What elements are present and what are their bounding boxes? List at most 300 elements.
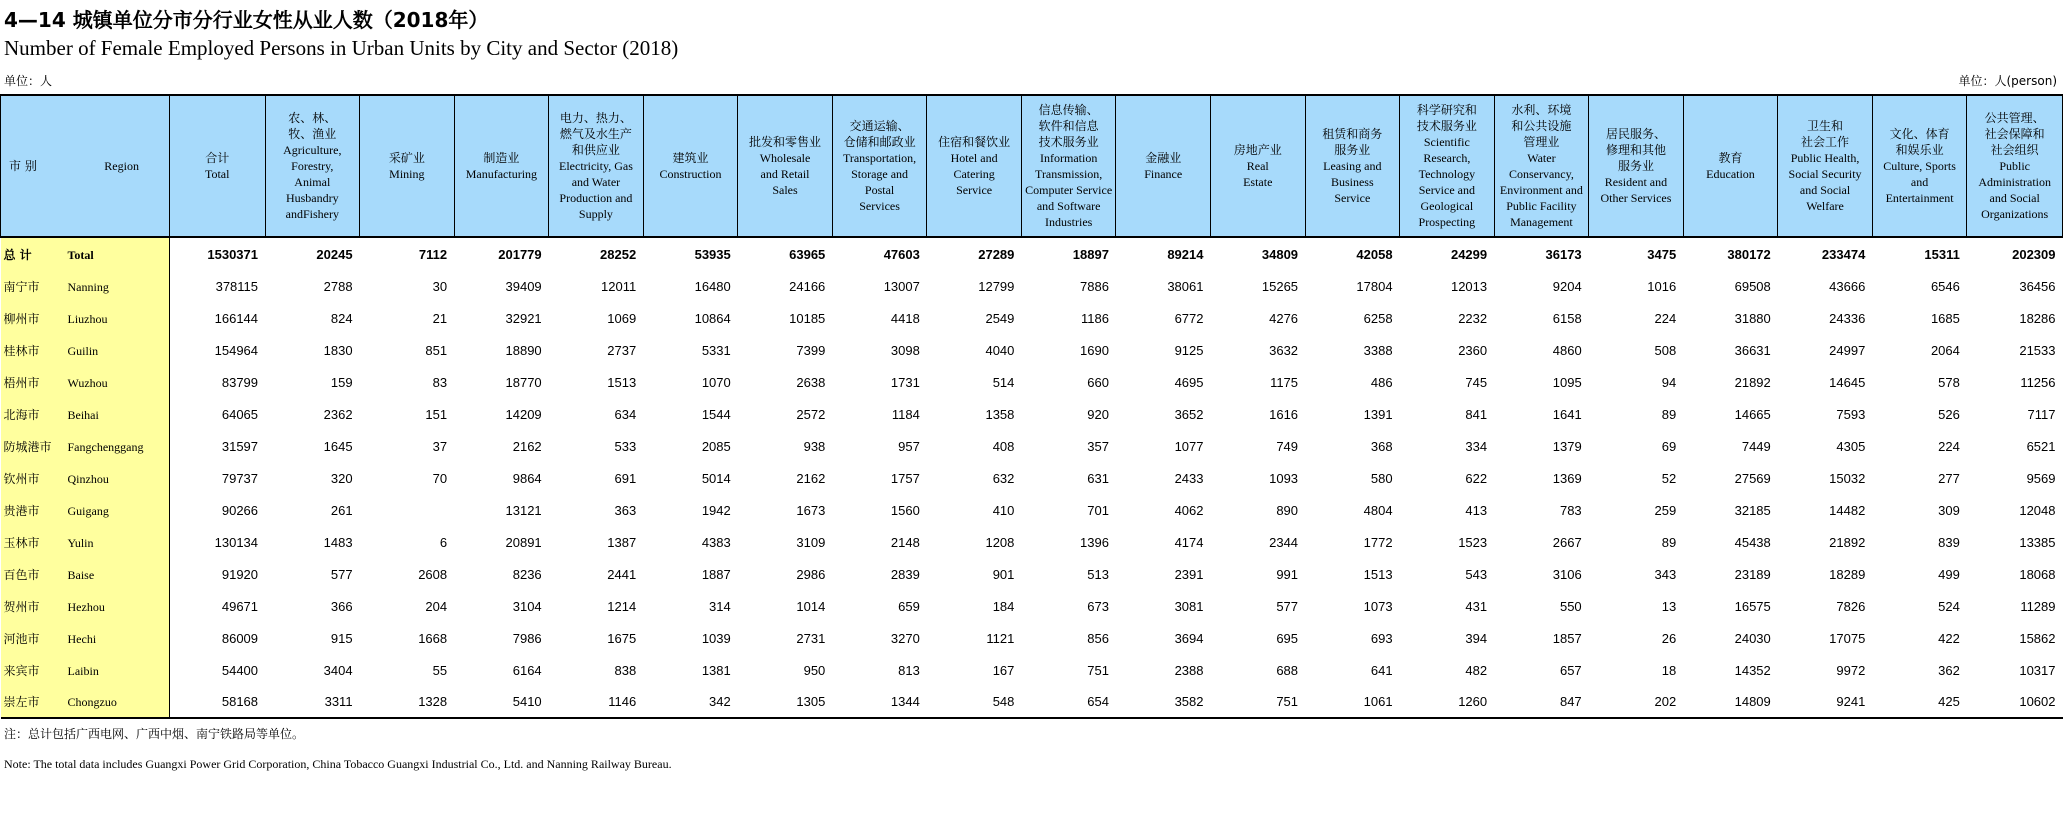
region-name-english: Fangchenggang xyxy=(67,439,144,454)
column-header-chinese: 科学研究和 技术服务业 xyxy=(1416,103,1477,133)
value-cell: 342 xyxy=(643,686,738,718)
value-cell: 45438 xyxy=(1734,534,1771,550)
value-cell: 533 xyxy=(614,438,637,454)
value-cell: 4383 xyxy=(701,534,731,550)
column-header-chinese: 交通运输、 仓储和邮政业 xyxy=(843,119,916,149)
region-cell xyxy=(1,686,170,718)
value-cell: 202 xyxy=(1589,686,1684,718)
value-cell: 90266 xyxy=(221,502,259,518)
table-row xyxy=(1,494,2063,526)
value-cell: 7826 xyxy=(1836,598,1866,614)
value-cell: 26 xyxy=(1661,630,1677,646)
value-cell: 18289 xyxy=(1829,566,1866,582)
table-row-total xyxy=(1,237,2063,270)
value-cell: 362 xyxy=(1938,662,1960,678)
value-cell: 1731 xyxy=(890,374,920,390)
value-cell: 841 xyxy=(1465,406,1488,422)
value-cell: 1214 xyxy=(607,598,637,614)
value-cell: 641 xyxy=(1370,662,1393,678)
column-header-10 xyxy=(1021,95,1116,237)
value-cell: 6521 xyxy=(2026,438,2056,454)
column-header-14 xyxy=(1400,95,1495,237)
region-name-english: Liuzhou xyxy=(67,311,108,326)
value-cell: 4804 xyxy=(1363,502,1393,518)
value-cell: 2433 xyxy=(1174,470,1204,486)
value-cell: 3311 xyxy=(265,686,360,718)
value-cell: 1513 xyxy=(1363,566,1393,582)
value-cell: 20891 xyxy=(505,534,542,550)
value-cell: 79737 xyxy=(221,470,259,486)
table-row xyxy=(1,558,2063,590)
value-cell: 309 xyxy=(1938,502,1960,518)
value-cell: 1757 xyxy=(890,470,920,486)
footnote-english: Note: The total data includes Guangxi Power Grid Corporation, China Tobacco Guangxi Industrial Co., Ltd. and Nanning Railway Bureau. xyxy=(4,757,672,771)
value-cell: 24299 xyxy=(1450,246,1488,262)
value-cell: 14665 xyxy=(1734,406,1771,422)
region-name-english: Nanning xyxy=(67,279,109,294)
value-cell: 1381 xyxy=(701,662,731,678)
column-header-english: Scientific Research, Technology Service and Geological Prospecting xyxy=(1418,135,1476,229)
value-cell: 55 xyxy=(432,662,448,678)
value-cell: 1396 xyxy=(1080,534,1109,550)
value-cell: 1685 xyxy=(1930,310,1960,326)
region-cell xyxy=(1,366,170,398)
value-cell: 745 xyxy=(1465,374,1488,390)
column-header-english: Wholesale and Retail Sales xyxy=(759,151,811,197)
region-cell xyxy=(1,430,170,462)
value-cell: 1093 xyxy=(1269,470,1299,486)
value-cell: 1260 xyxy=(1400,686,1495,718)
value-cell: 27569 xyxy=(1734,470,1771,486)
value-cell: 693 xyxy=(1370,630,1393,646)
table-row xyxy=(1,590,2063,622)
column-header-chinese: 批发和零售业 xyxy=(749,135,822,149)
value-cell: 30 xyxy=(432,278,448,294)
page-title-english: Number of Female Employed Persons in Urban Units by City and Sector (2018) xyxy=(4,36,679,60)
value-cell: 856 xyxy=(1087,630,1109,646)
value-cell: 94 xyxy=(1661,374,1677,390)
column-header-5 xyxy=(549,95,644,237)
column-header-english: Resident and Other Services xyxy=(1600,175,1672,205)
column-header-3 xyxy=(360,95,455,237)
table-row xyxy=(1,622,2063,654)
column-header-1 xyxy=(169,95,265,237)
value-cell: 10317 xyxy=(2019,662,2056,678)
region-name-english: Yulin xyxy=(67,535,94,550)
value-cell: 548 xyxy=(927,686,1022,718)
value-cell: 3404 xyxy=(323,662,353,678)
region-cell xyxy=(1,334,170,366)
value-cell: 890 xyxy=(1276,502,1299,518)
value-cell: 6 xyxy=(439,534,448,550)
column-header-12 xyxy=(1210,95,1305,237)
value-cell: 167 xyxy=(992,662,1015,678)
value-cell: 915 xyxy=(330,630,353,646)
region-name-english: Guigang xyxy=(67,503,109,518)
value-cell: 13 xyxy=(1661,598,1677,614)
value-cell: 11256 xyxy=(2020,374,2056,390)
column-header-chinese: 农、林、 牧、渔业 xyxy=(288,111,337,141)
value-cell: 3475 xyxy=(1647,246,1677,262)
region-name-chinese: 崇左市 xyxy=(3,695,40,709)
value-cell: 12799 xyxy=(978,278,1015,294)
value-cell: 261 xyxy=(330,502,353,518)
value-cell: 1077 xyxy=(1174,438,1204,454)
column-header-chinese: 合计 xyxy=(205,151,230,165)
value-cell: 18770 xyxy=(505,374,542,390)
value-cell: 1175 xyxy=(1270,374,1299,390)
value-cell: 366 xyxy=(330,598,353,614)
value-cell: 5331 xyxy=(701,342,731,358)
column-header-chinese: 制造业 xyxy=(483,151,520,165)
value-cell: 1073 xyxy=(1363,598,1393,614)
region-name-english: Hezhou xyxy=(67,599,105,614)
column-header-english: Hotel and Catering Service xyxy=(950,151,998,197)
value-cell: 3081 xyxy=(1174,598,1204,614)
value-cell: 4860 xyxy=(1552,342,1582,358)
value-cell: 86009 xyxy=(221,630,259,646)
value-cell: 21892 xyxy=(1829,534,1866,550)
column-header-chinese: 房地产业 xyxy=(1233,143,1282,157)
region-cell xyxy=(1,526,170,558)
value-cell: 631 xyxy=(1087,470,1109,486)
value-cell: 13385 xyxy=(2019,534,2056,550)
value-cell: 39409 xyxy=(505,278,542,294)
column-header-17 xyxy=(1683,95,1778,237)
value-cell: 1328 xyxy=(360,686,455,718)
value-cell: 4276 xyxy=(1269,310,1299,326)
region-name-chinese: 梧州市 xyxy=(3,375,40,390)
value-cell: 513 xyxy=(1087,566,1109,582)
region-name-chinese: 柳州市 xyxy=(3,311,40,326)
value-cell: 2162 xyxy=(512,438,542,454)
region-name-english: Total xyxy=(67,247,94,262)
value-cell: 14352 xyxy=(1734,662,1771,678)
value-cell: 408 xyxy=(992,438,1015,454)
value-cell: 1942 xyxy=(701,502,731,518)
region-cell xyxy=(1,494,170,526)
region-name-english: Baise xyxy=(67,567,95,582)
region-name-english: Guilin xyxy=(67,343,99,358)
value-cell: 42058 xyxy=(1356,246,1393,262)
value-cell: 8236 xyxy=(512,566,542,582)
value-cell: 36631 xyxy=(1734,342,1771,358)
value-cell: 4418 xyxy=(890,310,920,326)
column-header-english: Mining xyxy=(389,167,425,181)
value-cell: 813 xyxy=(898,662,920,678)
value-cell: 1483 xyxy=(323,534,353,550)
column-header-chinese: 租赁和商务 服务业 xyxy=(1322,127,1383,157)
column-header-english: Education xyxy=(1706,167,1755,181)
value-cell: 3582 xyxy=(1116,686,1211,718)
column-header-english: Real Estate xyxy=(1243,159,1273,189)
table-body xyxy=(1,237,2063,718)
value-cell: 15265 xyxy=(1261,278,1299,294)
value-cell: 6164 xyxy=(512,662,542,678)
column-header-7 xyxy=(738,95,833,237)
value-cell: 69508 xyxy=(1734,278,1771,294)
value-cell: 1369 xyxy=(1552,470,1582,486)
value-cell: 950 xyxy=(803,662,826,678)
column-header-chinese: 教育 xyxy=(1718,151,1743,165)
value-cell: 901 xyxy=(992,566,1015,582)
region-name-chinese: 防城港市 xyxy=(3,439,52,454)
value-cell: 580 xyxy=(1370,470,1393,486)
value-cell: 83799 xyxy=(221,374,259,390)
value-cell: 6158 xyxy=(1552,310,1582,326)
value-cell: 2441 xyxy=(607,566,637,582)
value-cell: 14645 xyxy=(1829,374,1866,390)
value-cell: 334 xyxy=(1465,438,1488,454)
table-row xyxy=(1,654,2063,686)
value-cell: 18890 xyxy=(505,342,542,358)
value-cell: 7886 xyxy=(1080,278,1109,294)
region-name-english: Qinzhou xyxy=(67,471,109,486)
column-header-chinese: 建筑业 xyxy=(672,151,709,165)
value-cell: 10185 xyxy=(789,310,826,326)
value-cell: 9241 xyxy=(1778,686,1873,718)
value-cell: 13007 xyxy=(883,278,920,294)
value-cell: 20245 xyxy=(316,246,353,262)
region-header-english: Region xyxy=(104,159,139,173)
value-cell: 2388 xyxy=(1174,662,1204,678)
value-cell: 15311 xyxy=(1924,246,1960,262)
value-cell: 277 xyxy=(1938,470,1960,486)
value-cell: 1530371 xyxy=(207,246,259,262)
value-cell: 2788 xyxy=(323,278,353,294)
value-cell: 550 xyxy=(1559,598,1582,614)
value-cell: 24030 xyxy=(1734,630,1771,646)
column-header-13 xyxy=(1305,95,1400,237)
value-cell: 5014 xyxy=(701,470,731,486)
value-cell: 27289 xyxy=(978,246,1015,262)
value-cell: 577 xyxy=(1276,598,1299,614)
value-cell: 422 xyxy=(1938,630,1960,646)
value-cell: 2549 xyxy=(985,310,1015,326)
value-cell: 1560 xyxy=(890,502,920,518)
value-cell: 1690 xyxy=(1080,342,1109,358)
value-cell: 2064 xyxy=(1930,342,1960,358)
column-header-chinese: 住宿和餐饮业 xyxy=(938,135,1011,149)
value-cell: 3109 xyxy=(796,534,826,550)
value-cell: 6546 xyxy=(1930,278,1960,294)
value-cell: 28252 xyxy=(600,246,637,262)
value-cell: 9864 xyxy=(512,470,542,486)
value-cell: 2572 xyxy=(796,406,826,422)
value-cell: 3106 xyxy=(1552,566,1582,582)
value-cell: 486 xyxy=(1370,374,1393,390)
region-cell xyxy=(1,462,170,494)
value-cell: 688 xyxy=(1276,662,1299,678)
value-cell: 15862 xyxy=(2019,630,2056,646)
column-header-english: Public Administration and Social Organizations xyxy=(1978,159,2052,221)
value-cell: 9972 xyxy=(1836,662,1866,678)
value-cell: 1186 xyxy=(1080,310,1109,326)
value-cell: 89 xyxy=(1661,406,1677,422)
value-cell: 1673 xyxy=(796,502,826,518)
value-cell: 632 xyxy=(992,470,1015,486)
region-name-english: Wuzhou xyxy=(67,375,108,390)
footnote-chinese: 注：总计包括广西电网、广西中烟、南宁铁路局等单位。 xyxy=(4,727,305,741)
value-cell: 14809 xyxy=(1683,686,1778,718)
value-cell: 3270 xyxy=(890,630,920,646)
value-cell: 13121 xyxy=(505,502,542,518)
value-cell: 577 xyxy=(330,566,353,582)
value-cell: 363 xyxy=(614,502,637,518)
value-cell: 53935 xyxy=(694,246,731,262)
column-header-19 xyxy=(1872,95,1967,237)
value-cell: 16480 xyxy=(694,278,731,294)
value-cell: 154964 xyxy=(214,342,259,358)
value-cell: 21 xyxy=(432,310,448,326)
value-cell: 18897 xyxy=(1072,246,1109,262)
value-cell: 1675 xyxy=(607,630,637,646)
column-header-chinese: 公共管理、 社会保障和 社会组织 xyxy=(1984,111,2045,157)
value-cell: 659 xyxy=(898,598,920,614)
region-name-chinese: 玉林市 xyxy=(3,535,40,550)
region-name-english: Laibin xyxy=(67,663,99,678)
value-cell: 673 xyxy=(1087,598,1109,614)
value-cell: 394 xyxy=(1465,630,1488,646)
value-cell: 514 xyxy=(992,374,1015,390)
region-name-chinese: 百色市 xyxy=(3,567,40,582)
column-header-english: Culture, Sports and Entertainment xyxy=(1883,159,1956,205)
table-row xyxy=(1,366,2063,398)
value-cell: 10602 xyxy=(1967,686,2063,718)
value-cell: 2232 xyxy=(1458,310,1488,326)
column-header-chinese: 居民服务、 修理和其他 服务业 xyxy=(1605,127,1666,173)
value-cell: 3652 xyxy=(1174,406,1204,422)
value-cell: 839 xyxy=(1938,534,1960,550)
value-cell: 1830 xyxy=(323,342,353,358)
column-header-english: Information Transmission, Computer Service and Software Industries xyxy=(1025,151,1113,229)
table-row xyxy=(1,270,2063,302)
value-cell: 1668 xyxy=(418,630,448,646)
region-name-chinese: 河池市 xyxy=(3,631,40,646)
value-cell: 578 xyxy=(1938,374,1960,390)
value-cell: 36173 xyxy=(1545,246,1582,262)
table-row xyxy=(1,686,2063,718)
value-cell: 1544 xyxy=(701,406,731,422)
value-cell: 1513 xyxy=(607,374,637,390)
region-name-english: Hechi xyxy=(67,631,97,646)
value-cell: 1121 xyxy=(986,630,1015,646)
value-cell: 21892 xyxy=(1734,374,1771,390)
value-cell: 24997 xyxy=(1829,342,1866,358)
column-header-chinese: 金融业 xyxy=(1145,151,1182,165)
value-cell: 410 xyxy=(992,502,1015,518)
value-cell: 1014 xyxy=(796,598,826,614)
value-cell: 657 xyxy=(1559,662,1582,678)
region-cell xyxy=(1,558,170,590)
region-cell xyxy=(1,302,170,334)
value-cell: 920 xyxy=(1087,406,1109,422)
value-cell: 9569 xyxy=(2026,470,2056,486)
value-cell: 54400 xyxy=(221,662,259,678)
value-cell: 63965 xyxy=(789,246,826,262)
value-cell: 4305 xyxy=(1836,438,1866,454)
unit-label-left: 单位：人 xyxy=(4,74,53,88)
region-cell xyxy=(1,237,170,270)
value-cell: 2085 xyxy=(701,438,731,454)
value-cell: 1016 xyxy=(1647,278,1677,294)
value-cell: 17075 xyxy=(1829,630,1866,646)
value-cell: 1641 xyxy=(1552,406,1582,422)
table-row xyxy=(1,526,2063,558)
value-cell: 1887 xyxy=(701,566,731,582)
value-cell: 9125 xyxy=(1174,342,1204,358)
column-header-english: Total xyxy=(204,167,230,181)
table-row xyxy=(1,334,2063,366)
region-cell xyxy=(1,654,170,686)
value-cell: 233474 xyxy=(1821,246,1866,262)
value-cell: 1305 xyxy=(738,686,833,718)
value-cell: 18068 xyxy=(2019,566,2056,582)
region-name-english: Beihai xyxy=(67,407,99,422)
value-cell: 1391 xyxy=(1363,406,1393,422)
value-cell: 357 xyxy=(1087,438,1109,454)
value-cell: 1070 xyxy=(701,374,731,390)
value-cell: 130134 xyxy=(214,534,259,550)
value-cell: 224 xyxy=(1938,438,1960,454)
value-cell: 2360 xyxy=(1458,342,1488,358)
value-cell: 10864 xyxy=(694,310,731,326)
value-cell: 2608 xyxy=(418,566,448,582)
value-cell: 343 xyxy=(1654,566,1677,582)
value-cell: 18 xyxy=(1661,662,1677,678)
column-header-11 xyxy=(1116,95,1211,237)
value-cell: 691 xyxy=(614,470,637,486)
column-header-9 xyxy=(927,95,1022,237)
column-header-english: Water Conservancy, Environment and Public Facility Management xyxy=(1499,151,1583,229)
value-cell: 224 xyxy=(1654,310,1677,326)
value-cell: 43666 xyxy=(1829,278,1866,294)
value-cell: 1184 xyxy=(891,406,920,422)
value-cell: 3098 xyxy=(890,342,920,358)
value-cell: 1039 xyxy=(701,630,731,646)
value-cell: 36456 xyxy=(2019,278,2056,294)
value-cell: 52 xyxy=(1661,470,1677,486)
value-cell: 3632 xyxy=(1269,342,1299,358)
table-row xyxy=(1,398,2063,430)
value-cell: 201779 xyxy=(498,246,542,262)
value-cell: 654 xyxy=(1021,686,1116,718)
column-header-4 xyxy=(454,95,549,237)
value-cell: 482 xyxy=(1465,662,1488,678)
value-cell: 3694 xyxy=(1174,630,1204,646)
value-cell: 4062 xyxy=(1174,502,1204,518)
column-header-16 xyxy=(1589,95,1684,237)
column-header-english: Agriculture, Forestry, Animal Husbandry andFishery xyxy=(283,143,342,221)
value-cell: 508 xyxy=(1654,342,1677,358)
value-cell: 7399 xyxy=(796,342,826,358)
value-cell: 32921 xyxy=(505,310,542,326)
value-cell: 380172 xyxy=(1727,246,1771,262)
region-name-chinese: 南宁市 xyxy=(3,279,40,294)
value-cell: 838 xyxy=(614,662,637,678)
value-cell: 1344 xyxy=(832,686,927,718)
unit-label-right: 单位：人(person) xyxy=(1958,74,2057,88)
page-title-chinese: 4—14 城镇单位分市分行业女性从业人数（2018年） xyxy=(4,8,489,32)
value-cell: 31880 xyxy=(1734,310,1771,326)
column-header-english: Construction xyxy=(659,167,722,181)
value-cell: 1772 xyxy=(1363,534,1393,550)
value-cell: 14209 xyxy=(505,406,542,422)
value-cell: 12048 xyxy=(2019,502,2056,518)
column-header-chinese: 采矿业 xyxy=(388,151,425,165)
value-cell: 259 xyxy=(1654,502,1677,518)
column-header-2 xyxy=(265,95,360,237)
